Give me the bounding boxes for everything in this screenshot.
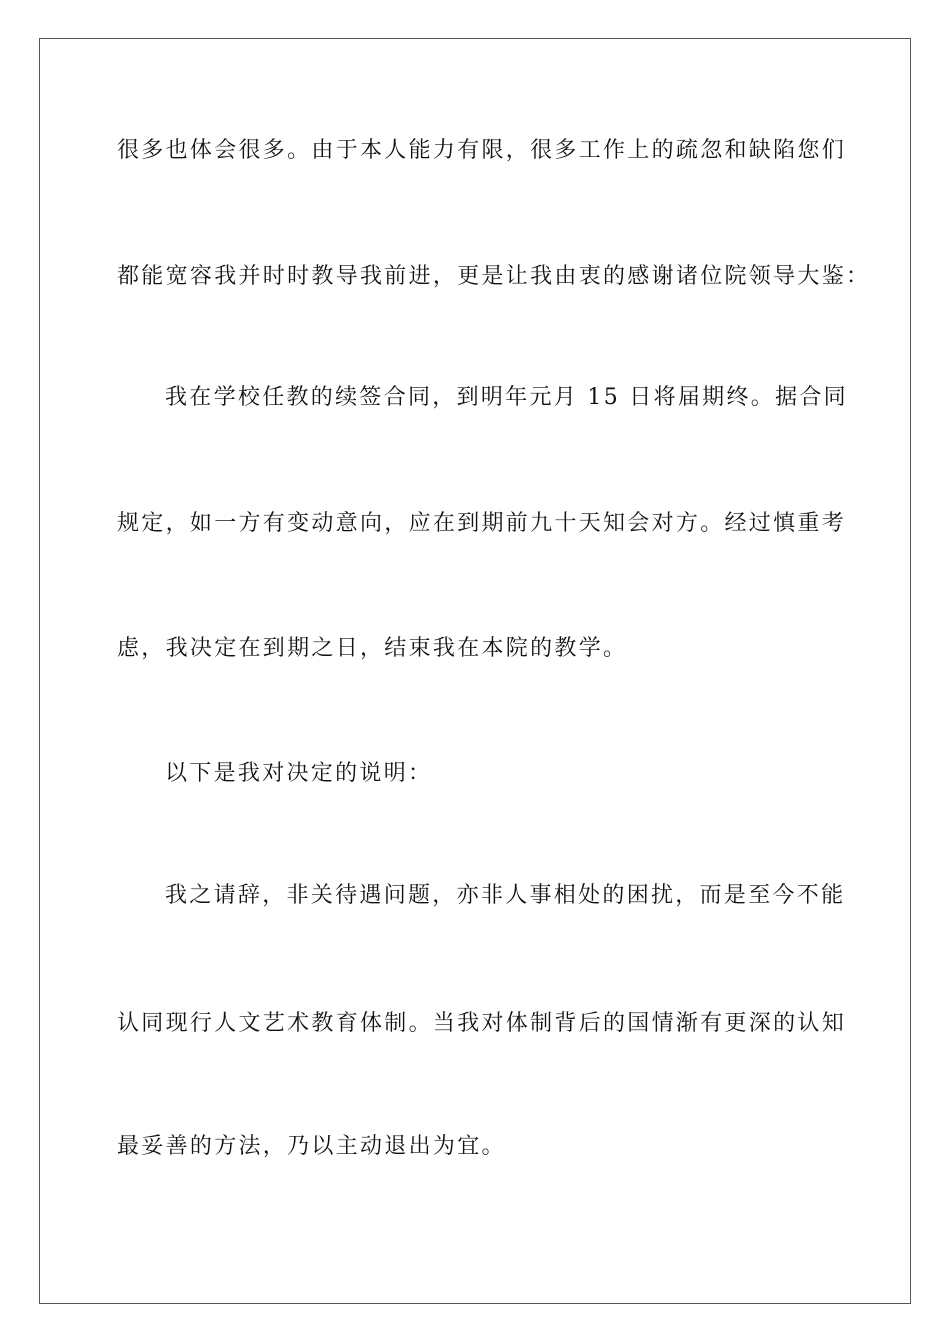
document-line-1: 很多也体会很多。由于本人能力有限，很多工作上的疏忽和缺陷您们 <box>117 138 847 163</box>
document-line-2: 都能宽容我并时时教导我前进，更是让我由衷的感谢诸位院领导大鉴： <box>117 264 871 289</box>
document-line-3: 我在学校任教的续签合同，到明年元月 15 日将届期终。据合同 <box>165 385 848 410</box>
page-frame <box>39 38 911 1304</box>
document-line-4: 规定，如一方有变动意向，应在到期前九十天知会对方。经过慎重考 <box>117 511 847 536</box>
document-line-5: 虑，我决定在到期之日，结束我在本院的教学。 <box>117 636 628 661</box>
document-line-7: 我之请辞，非关待遇问题，亦非人事相处的困扰，而是至今不能 <box>165 883 846 908</box>
document-line-9: 最妥善的方法，乃以主动退出为宜。 <box>117 1134 506 1159</box>
document-line-8: 认同现行人文艺术教育体制。当我对体制背后的国情渐有更深的认知 <box>117 1011 847 1036</box>
document-line-6: 以下是我对决定的说明： <box>165 761 433 786</box>
